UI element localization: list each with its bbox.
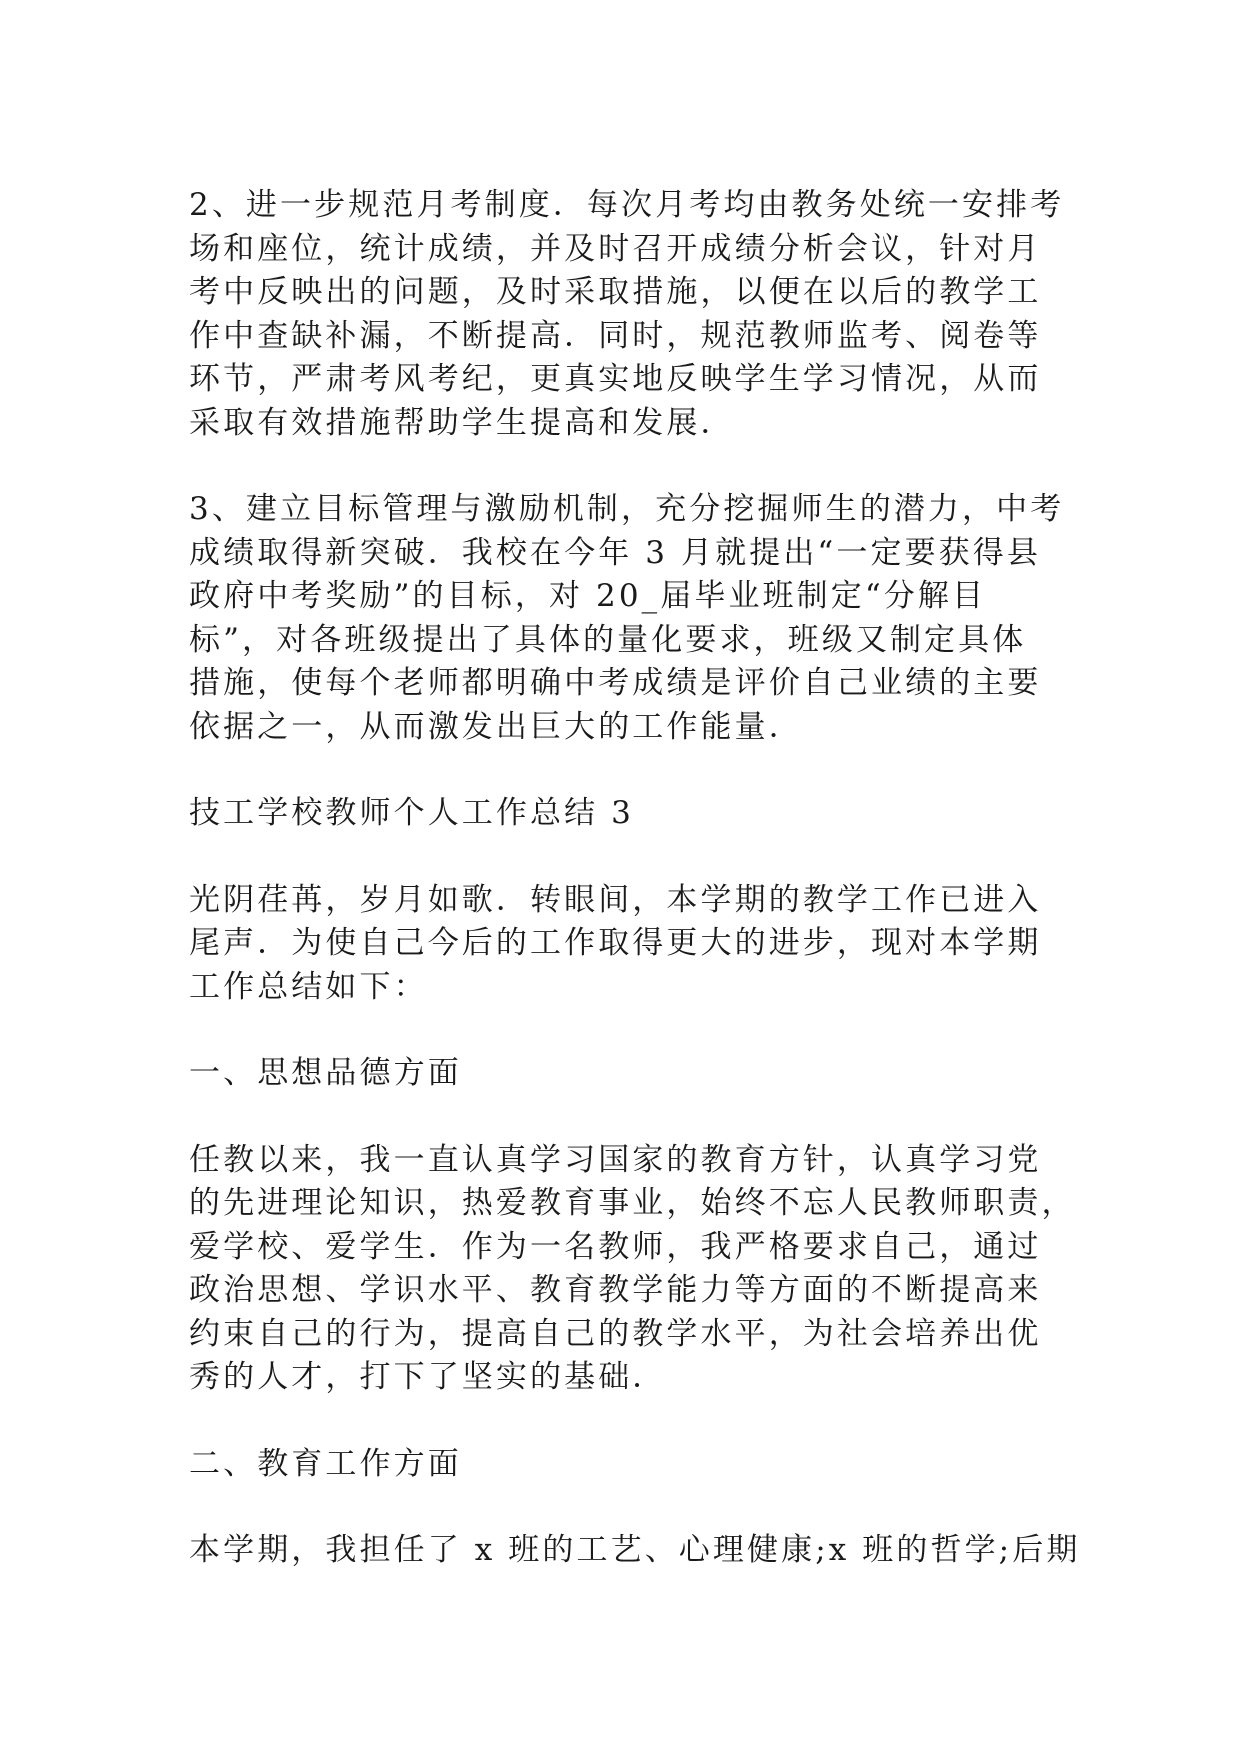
subheading-education (189, 1443, 1069, 1487)
text-line: 的先进理论知识，热爱教育事业，始终不忘人民教师职责， (189, 1185, 1076, 1221)
subheading-text: 一、思想品德方面 (189, 1055, 462, 1091)
subheading-ideology (189, 1052, 1069, 1096)
text-line: 本学期，我担任了 x 班的工艺、心理健康;x 班的哲学;后期 (189, 1532, 1081, 1568)
paragraph-ideology (189, 1139, 1076, 1400)
document-page (189, 184, 1081, 1616)
text-line: 标”，对各班级提出了具体的量化要求，班级又制定具体 (189, 621, 1027, 658)
text-line: 政治思想、学识水平、教育教学能力等方面的不断提高来 (189, 1272, 1042, 1308)
text-line: 尾声．为使自己今后的工作取得更大的进步，现对本学期 (189, 925, 1042, 961)
paragraph-intro (189, 879, 1069, 1010)
text-line: 措施，使每个老师都明确中考成绩是评价自己业绩的主要 (189, 665, 1042, 701)
text-line: 3、建立目标管理与激励机制，充分挖掘师生的潜力，中考 (189, 491, 1065, 527)
text-line: 成绩取得新突破．我校在今年 3 月就提出“一定要获得县 (189, 534, 1041, 571)
section-title (189, 792, 1069, 836)
text-line: 环节，严肃考风考纪，更真实地反映学生学习情况，从而 (189, 361, 1042, 397)
subheading-text: 二、教育工作方面 (189, 1445, 462, 1482)
text-line: 光阴荏苒，岁月如歌．转眼间，本学期的教学工作已进入 (189, 881, 1042, 918)
text-line: 采取有效措施帮助学生提高和发展． (189, 404, 735, 441)
text-line: 作中查缺补漏，不断提高．同时，规范教师监考、阅卷等 (189, 317, 1042, 354)
text-line: 秀的人才，打下了坚实的基础． (189, 1359, 667, 1395)
text-line: 爱学校、爱学生．作为一名教师，我严格要求自己，通过 (189, 1228, 1042, 1265)
text-line: 政府中考奖励”的目标，对 20_届毕业班制定“分解目 (189, 578, 987, 614)
text-line: 任教以来，我一直认真学习国家的教育方针，认真学习党 (189, 1141, 1042, 1178)
text-line: 约束自己的行为，提高自己的教学水平，为社会培养出优 (189, 1315, 1042, 1352)
text-line: 依据之一，从而激发出巨大的工作能量． (189, 708, 803, 745)
text-line: 工作总结如下： (189, 968, 428, 1005)
paragraph-education (189, 1529, 1081, 1573)
paragraph-target-management (189, 488, 1069, 749)
section-title-text: 技工学校教师个人工作总结 3 (189, 795, 634, 831)
text-line: 场和座位，统计成绩，并及时召开成绩分析会议，针对月 (189, 230, 1042, 267)
text-line: 考中反映出的问题，及时采取措施，以便在以后的教学工 (189, 274, 1042, 310)
paragraph-monthly-exam (189, 184, 1069, 445)
text-line: 2、进一步规范月考制度．每次月考均由教务处统一安排考 (189, 187, 1065, 223)
